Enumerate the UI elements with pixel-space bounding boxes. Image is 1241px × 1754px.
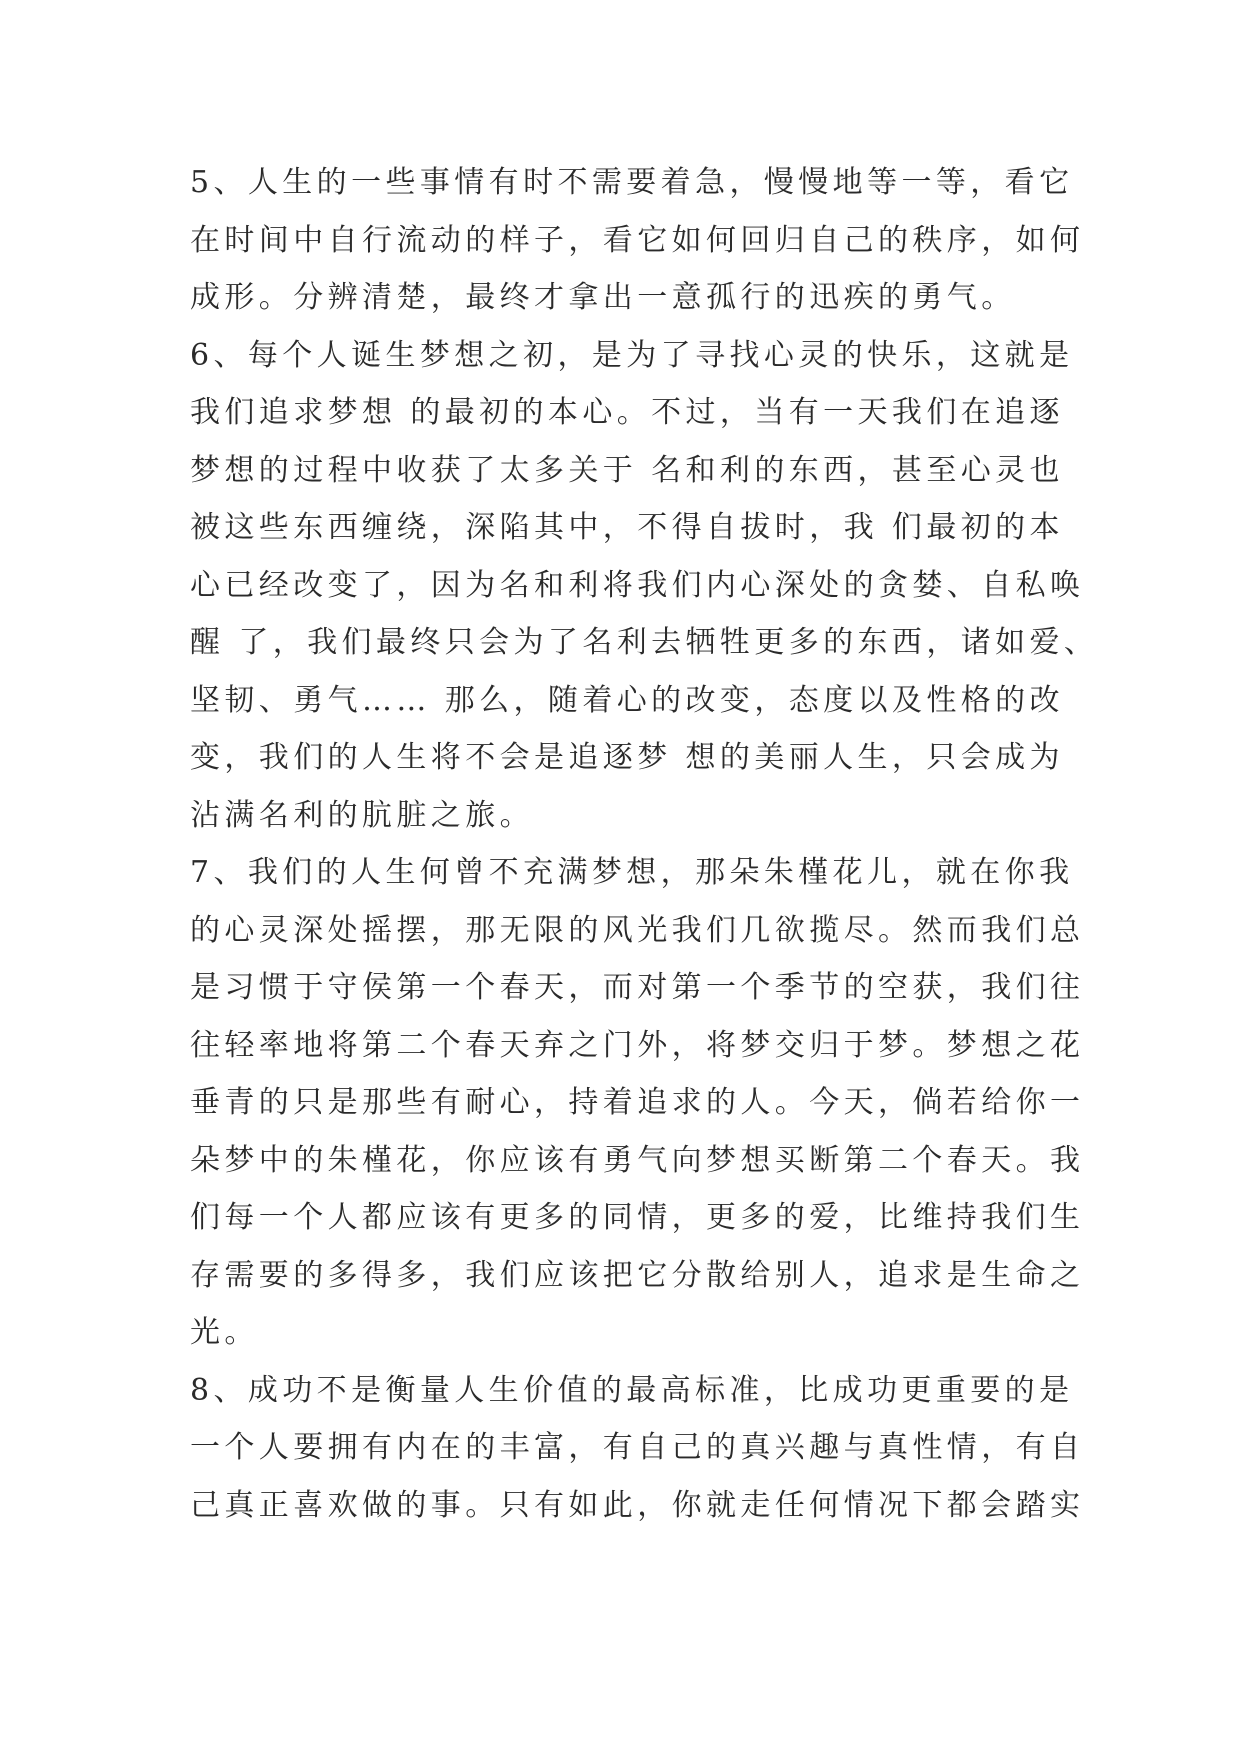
text-line: 己真正喜欢做的事。只有如此，你就走任何情况下都会踏实 — [190, 1487, 1085, 1523]
document-body — [190, 154, 1099, 1534]
text-line: 8、成功不是衡量人生价值的最高标准，比成功更重要的是 — [190, 1372, 1074, 1408]
text-line: 被这些东西缠绕，深陷其中，不得自拔时，我 们最初的本 — [190, 510, 1064, 545]
text-line: 梦想的过程中收获了太多关于 名和利的东西，甚至心灵也 — [190, 452, 1064, 488]
text-line: 6、每个人诞生梦想之初，是为了寻找心灵的快乐，这就是 — [190, 337, 1074, 373]
text-line: 朵梦中的朱槿花，你应该有勇气向梦想买断第二个春天。我 — [190, 1142, 1085, 1178]
text-line: 一个人要拥有内在的丰富，有自己的真兴趣与真性情，有自 — [190, 1430, 1085, 1465]
text-line: 存需要的多得多，我们应该把它分散给别人，追求是生命之 — [190, 1257, 1085, 1293]
text-line: 醒 了，我们最终只会为了名利去牺牲更多的东西，诸如爱、 — [190, 625, 1099, 660]
text-line: 沾满名利的肮脏之旅。 — [190, 797, 534, 833]
text-line: 们每一个人都应该有更多的同情，更多的爱，比维持我们生 — [190, 1200, 1085, 1235]
text-line: 往轻率地将第二个春天弃之门外，将梦交归于梦。梦想之花 — [190, 1027, 1085, 1063]
text-line: 心已经改变了，因为名和利将我们内心深处的贪婪、自私唤 — [190, 567, 1085, 603]
text-line: 垂青的只是那些有耐心，持着追求的人。今天，倘若给你一 — [190, 1085, 1085, 1120]
text-line: 的心灵深处摇摆，那无限的风光我们几欲揽尽。然而我们总 — [190, 912, 1085, 948]
text-line: 成形。分辨清楚，最终才拿出一意孤行的迅疾的勇气。 — [190, 280, 1016, 315]
text-line: 光。 — [190, 1315, 259, 1350]
text-line: 在时间中自行流动的样子，看它如何回归自己的秩序，如何 — [190, 222, 1085, 258]
text-line: 是习惯于守侯第一个春天，而对第一个季节的空获，我们往 — [190, 970, 1085, 1005]
text-line: 5、人生的一些事情有时不需要着急，慢慢地等一等，看它 — [190, 165, 1074, 200]
text-line: 我们追求梦想 的最初的本心。不过，当有一天我们在追逐 — [190, 395, 1064, 430]
text-line: 变，我们的人生将不会是追逐梦 想的美丽人生，只会成为 — [190, 740, 1064, 775]
text-line: 7、我们的人生何曾不充满梦想，那朵朱槿花儿，就在你我 — [190, 855, 1074, 890]
text-line: 坚韧、勇气…… 那么，随着心的改变，态度以及性格的改 — [190, 682, 1064, 718]
